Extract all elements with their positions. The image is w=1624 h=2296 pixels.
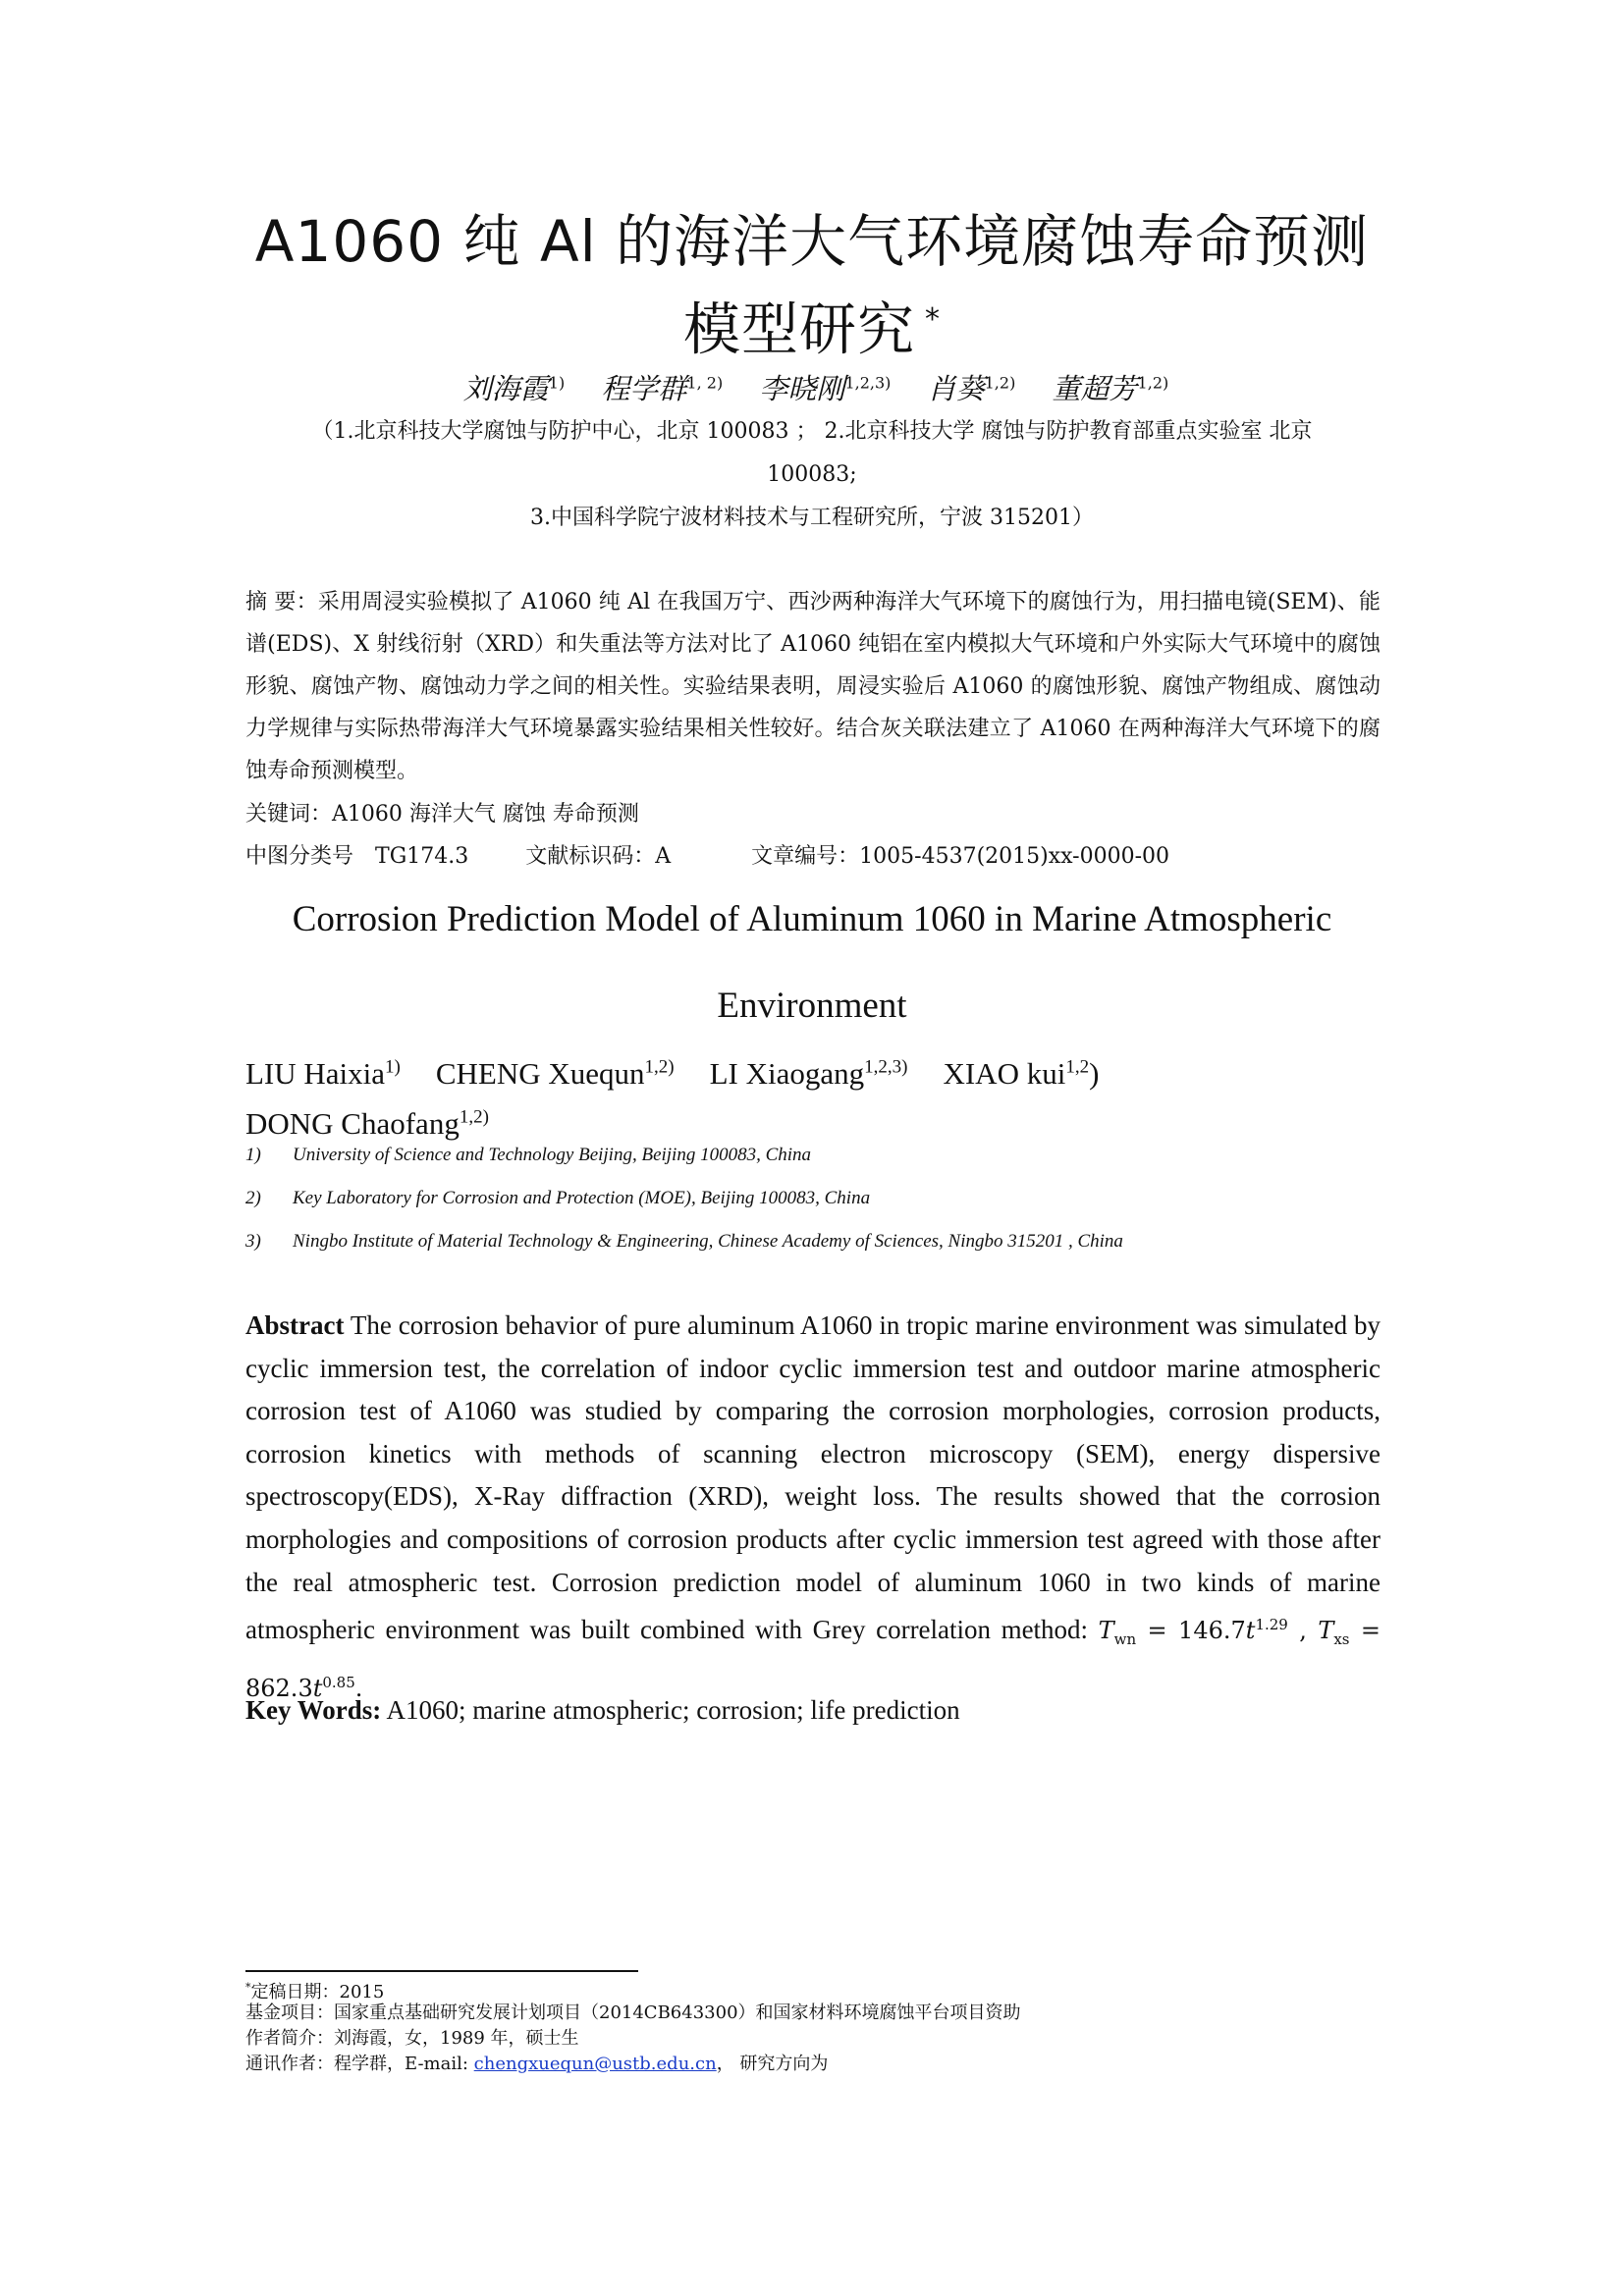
keywords-en-label: Key Words:: [245, 1695, 382, 1725]
author-cn-sup: 1,2): [984, 373, 1016, 392]
author-en-sup: 1,2,3): [864, 1057, 908, 1078]
author-cn: [1053, 372, 1169, 405]
footnote-divider: [245, 1970, 638, 1972]
formula-exp: 0.85: [322, 1673, 355, 1691]
author-cn-sup: 1,2): [1137, 373, 1169, 392]
affiliation-en-row: [245, 1134, 1384, 1177]
abstract-cn-text: 采用周浸实验模拟了 A1060 纯 Al 在我国万宁、西沙两种海洋大气环境下的腐蚀行为，用扫描电镜(SEM)、能谱(EDS)、X 射线衍射（XRD）和失重法等方法对比了 A1060 纯铝在室内模拟大气环境和户外实际大气环境中的腐蚀形貌、腐蚀产物、腐蚀动力学之间的相关性。实验结果表明，周浸实验后 A1060 的腐蚀形貌、腐蚀产物组成、腐蚀动力学规律与实际热带海洋大气环境暴露实验结果相关性较好。结合灰关联法建立了 A1060 在两种海洋大气环境下的腐蚀寿命预测模型。: [245, 590, 1380, 783]
title-cn-line1: A1060 纯 Al 的海洋大气环境腐蚀寿命预测: [254, 208, 1370, 275]
author-cn-name: 刘海霞: [462, 371, 549, 405]
classification-cn: [245, 835, 1169, 878]
affiliation-en-text: Key Laboratory for Corrosion and Protection (MOE), Beijing 100083, China: [293, 1188, 871, 1208]
author-en-name: CHENG Xuequn: [435, 1056, 645, 1092]
author-cn: [928, 372, 1016, 405]
author-en: [943, 1056, 1099, 1091]
article-no-value: 1005-4537(2015)xx-0000-00: [859, 844, 1170, 869]
formula-var: T: [1098, 1617, 1114, 1645]
abstract-en: [245, 1305, 1380, 1710]
author-cn: [759, 372, 891, 405]
doc-code-value: A: [655, 844, 672, 869]
formula-var: T: [1318, 1617, 1334, 1645]
formula-time: t: [312, 1674, 323, 1702]
affiliation-cn-line2: 100083;: [767, 462, 857, 487]
footnote-received: [245, 1975, 1384, 2001]
clc-value: TG174.3: [375, 844, 469, 869]
formula-exp: 1.29: [1255, 1616, 1288, 1634]
formula-sep: ,: [1287, 1617, 1319, 1645]
author-en: [710, 1056, 908, 1091]
keywords-en: [245, 1688, 1380, 1732]
footnote-corr-label: 通讯作者：程学群，E-mail:: [245, 2054, 468, 2074]
abstract-cn-label: 摘 要：: [245, 590, 318, 614]
affiliation-en-number: 2): [245, 1188, 261, 1208]
author-en: [245, 1056, 401, 1091]
authors-cn: [196, 363, 1428, 408]
affiliation-en-number: 3): [245, 1231, 261, 1252]
formula-coef: = 146.7: [1136, 1617, 1246, 1645]
title-cn-line2: [196, 281, 1428, 368]
title-footnote-mark: *: [925, 302, 941, 337]
keywords-cn: [245, 793, 639, 835]
doc-code-label: 文献标识码：: [525, 844, 656, 869]
affiliation-cn-line1: （1.北京科技大学腐蚀与防护中心，北京 100083 ； 2.北京科技大学 腐蚀与防护教育部重点实验室 北京: [311, 419, 1313, 444]
author-cn-name: 董超芳: [1052, 371, 1138, 405]
affiliation-en-row: [245, 1177, 1384, 1220]
author-en-sup: 1): [385, 1057, 401, 1078]
affiliation-en-number: 1): [245, 1145, 261, 1165]
author-en-sup: 1,2): [459, 1106, 489, 1128]
title-en-line1: Corrosion Prediction Model of Aluminum 1060 in Marine Atmospheric: [292, 899, 1332, 939]
footnote-correspondence: [245, 2052, 1384, 2077]
author-en-name: XIAO kui: [943, 1056, 1066, 1092]
author-en-name: LIU Haixia: [245, 1056, 386, 1092]
footnote-bio: 作者简介：刘海霞，女，1989 年，硕士生: [245, 2028, 579, 2049]
clc-label: 中图分类号: [245, 844, 354, 869]
author-cn: [463, 372, 565, 405]
corresponding-email-link[interactable]: chengxuequn@ustb.edu.cn: [473, 2054, 717, 2074]
title-cn-line2-text: 模型研究: [682, 295, 915, 363]
footnotes: [245, 1975, 1384, 2077]
author-en: [436, 1056, 675, 1091]
author-en-sup: 1,2: [1065, 1057, 1090, 1078]
footnote-received-text: 定稿日期：2015: [250, 1982, 385, 2002]
author-en-name: DONG Chaofang: [245, 1105, 460, 1141]
formula-sub: xs: [1333, 1629, 1350, 1648]
title-en-line2: Environment: [717, 986, 907, 1026]
formula-sub: wn: [1113, 1629, 1137, 1648]
affiliation-en-row: [245, 1220, 1384, 1263]
formula-coef: = 862.3: [245, 1617, 1381, 1702]
author-cn-name: 肖葵: [927, 371, 985, 405]
abstract-cn: [245, 581, 1380, 792]
affiliation-en-text: Ningbo Institute of Material Technology & Engineering, Chinese Academy of Sciences, Ningbo 315201 , China: [293, 1231, 1123, 1252]
affiliation-cn-line3: 3.中国科学院宁波材料技术与工程研究所，宁波 315201）: [530, 506, 1094, 530]
footnote-corr-tail: ， 研究方向为: [716, 2054, 829, 2074]
author-cn: [601, 372, 723, 405]
author-cn-sup: 1): [548, 373, 566, 392]
author-en-sup: 1,2): [644, 1057, 675, 1078]
author-en-tail: ): [1089, 1056, 1100, 1092]
abstract-en-text: The corrosion behavior of pure aluminum A1060 in tropic marine environment was simulated by cyclic immersion test, the correlation of indoor cyclic immersion test and outdoor marine atmospheric corrosion test of A1060 was studied by comparing the corrosion morphologies, corrosion products, corrosion kinetics with methods of scanning electron microscopy (SEM), energy dispersive spectroscopy(EDS), X-Ray diffraction (XRD), weight loss. The results showed that the corrosion morphologies and compositions of corrosion products after cyclic immersion test agreed with those after the real atmospheric test. Corrosion prediction model of aluminum 1060 in two kinds of marine atmospheric environment was built combined with Grey correlation method:: [245, 1310, 1380, 1645]
formula-time: t: [1245, 1617, 1256, 1645]
footnote-fund: 基金项目：国家重点基础研究发展计划项目（2014CB643300）和国家材料环境腐蚀平台项目资助: [245, 2002, 1021, 2023]
keywords-cn-label: 关键词：: [245, 802, 333, 827]
keywords-en-text: A1060; marine atmospheric; corrosion; life prediction: [386, 1695, 960, 1725]
author-en-name: LI Xiaogang: [709, 1056, 865, 1092]
affiliation-en-text: University of Science and Technology Beijing, Beijing 100083, China: [293, 1145, 812, 1165]
footnote-mark: *: [245, 1981, 251, 1994]
keywords-cn-text: A1060 海洋大气 腐蚀 寿命预测: [332, 802, 639, 827]
author-cn-sup: 1, 2): [686, 373, 724, 392]
abstract-en-label: Abstract: [245, 1310, 345, 1340]
author-cn-name: 程学群: [601, 371, 687, 405]
affiliations-en: [245, 1134, 1384, 1263]
authors-en: [245, 1046, 1384, 1146]
formula-end: .: [354, 1674, 363, 1702]
article-no-label: 文章编号：: [751, 844, 860, 869]
author-cn-name: 李晓刚: [759, 371, 845, 405]
author-cn-sup: 1,2,3): [844, 373, 892, 392]
